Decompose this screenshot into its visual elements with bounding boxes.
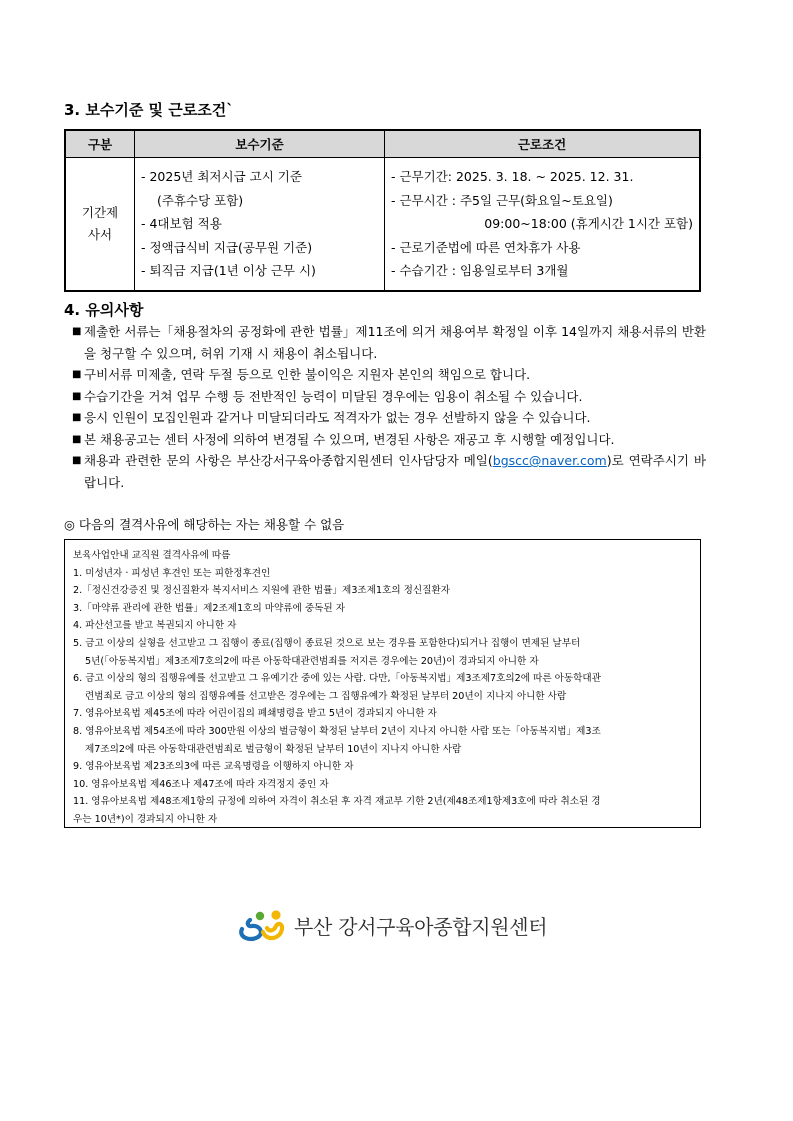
category-line: 사서 [87,227,113,242]
disqualification-line: 5. 금고 이상의 실형을 선고받고 그 집행이 종료(집행이 종료된 것으로 보는 경우를 포함한다)되거나 집행이 면제된 날부터 [73,637,581,649]
list-item [72,364,706,386]
note-text: 구비서류 미제출, 연락 두절 등으로 인한 불이익은 지원자 본인의 책임으로 합니다. [84,367,531,382]
list-item [72,407,706,429]
disqualification-line: 7. 영유아보육법 제45조에 따라 어린이집의 폐쇄명령을 받고 5년이 경과되지 아니한 자 [73,708,437,720]
note-text: 응시 인원이 모집인원과 같거나 미달되더라도 적격자가 없는 경우 선발하지 않을 수 있습니다. [84,410,591,425]
table-header-row [65,130,700,158]
table-row [65,158,700,292]
list-item [72,386,706,408]
center-name: 부산 강서구육아종합지원센터 [294,914,548,939]
disqualification-line: 2.「정신건강증진 및 정신질환자 복지서비스 지원에 관한 법률」제3조제1호의 정신질환자 [73,585,450,597]
disqualification-line: 우는 10년*)이 경과되지 아니한 자 [73,813,218,825]
disqualification-line: 10. 영유아보육법 제46조나 제47조에 따라 자격정지 중인 자 [73,778,329,790]
section3-title: 3. 보수기준 및 근로조건` [64,101,234,119]
list-item [72,429,706,451]
section4-title: 4. 유의사항 [64,301,144,319]
header-work: 근로조건 [385,130,701,158]
disqualification-line: 11. 영유아보육법 제48조제1항의 규정에 의하여 자격이 취소된 후 자격 재교부 기한 2년(제48조제1항제3호에 따라 취소된 경 [73,796,601,808]
work-item: 09:00~18:00 (휴게시간 1시간 포함) [484,216,693,232]
category-line: 기간제 [81,205,119,220]
work-cell [385,158,701,292]
disqualification-heading: ◎ 다음의 결격사유에 해당하는 자는 채용할 수 없음 [64,517,345,532]
disqualification-line: 제7조의2에 따른 아동학대관련범죄로 벌금형이 확정된 날부터 10년이 지나지 아니한 사람 [85,743,462,755]
list-item [72,450,706,493]
square-bullet-icon: ■ [72,412,82,423]
note-text: )로 연락주시기 바랍니다. [84,453,706,490]
center-logo-icon [236,907,288,943]
square-bullet-icon: ■ [72,369,82,380]
work-item: - 근로기준법에 따른 연차휴가 사용 [391,239,581,255]
disqualification-line: 9. 영유아보육법 제23조의3에 따른 교육명령을 이행하지 아니한 자 [73,761,354,773]
notes-list [72,321,706,493]
disqualification-line: 3.「마약류 관리에 관한 법률」제2조제1호의 마약류에 중독된 자 [73,602,345,614]
footer-logo [236,907,547,943]
disqualification-line: 4. 파산선고를 받고 복권되지 아니한 자 [73,620,237,632]
pay-cell [135,158,385,292]
pay-item: - 2025년 최저시급 고시 기준 [141,169,302,185]
square-bullet-icon: ■ [72,390,82,402]
pay-item: (주휴수당 포함) [157,192,244,208]
header-pay: 보수기준 [135,130,385,158]
list-item [72,321,706,364]
pay-conditions-table [64,129,701,292]
disqualification-line: 5년(「아동복지법」제3조제7호의2에 따른 아동학대관련범죄를 저지른 경우에는 20년)이 경과되지 아니한 자 [85,655,539,667]
square-bullet-icon: ■ [72,433,82,445]
pay-item: - 정액급식비 지급(공무원 기준) [141,239,313,255]
category-cell [65,158,135,292]
note-text: 본 채용공고는 센터 사정에 의하여 변경될 수 있으며, 변경된 사항은 재공고 후 시행할 예정입니다. [84,431,615,447]
disqualification-line: 1. 미성년자 · 피성년 후견인 또는 피한정후견인 [73,567,271,579]
disqualification-box [64,539,701,828]
disqualification-line: 6. 금고 이상의 형의 집행유예를 선고받고 그 유예기간 중에 있는 사람. 다만,「아동복지법」제3조제7호의2에 따른 아동학대관 [73,673,601,685]
note-text: 제출한 서류는「채용절차의 공정화에 관한 법률」제11조에 의거 채용여부 확정일 이후 14일까지 채용서류의 반환을 청구할 수 있으며, 허위 기재 시 채용이 취소됩니다. [84,324,706,361]
email-link[interactable]: bgscc@naver.com [492,453,607,468]
work-item: - 근무시간 : 주5일 근무(화요일~토요일) [391,192,613,208]
note-text: 채용과 관련한 문의 사항은 부산강서구육아종합지원센터 인사담당자 메일( [84,453,493,468]
work-item: - 수습기간 : 임용일로부터 3개월 [391,263,569,279]
pay-item: - 4대보험 적용 [141,216,222,232]
disqualification-line: 련범죄로 금고 이상의 형의 집행유예를 선고받은 경우에는 그 집행유예가 확정된 날부터 20년이 지나지 아니한 사람 [85,690,567,702]
square-bullet-icon: ■ [72,326,82,337]
note-text: 수습기간을 거쳐 업무 수행 등 전반적인 능력이 미달된 경우에는 임용이 취소될 수 있습니다. [84,388,583,404]
disqualification-line: 8. 영유아보육법 제54조에 따라 300만원 이상의 벌금형이 확정된 날부터 2년이 지나지 아니한 사람 또는「아동복지법」제3조 [73,725,601,737]
header-category: 구분 [65,130,135,158]
work-item: - 근무기간: 2025. 3. 18. ~ 2025. 12. 31. [391,169,634,185]
disqualification-line: 보육사업안내 교직원 결격사유에 따름 [73,550,231,561]
square-bullet-icon: ■ [72,455,82,466]
pay-item: - 퇴직금 지급(1년 이상 근무 시) [141,263,316,279]
